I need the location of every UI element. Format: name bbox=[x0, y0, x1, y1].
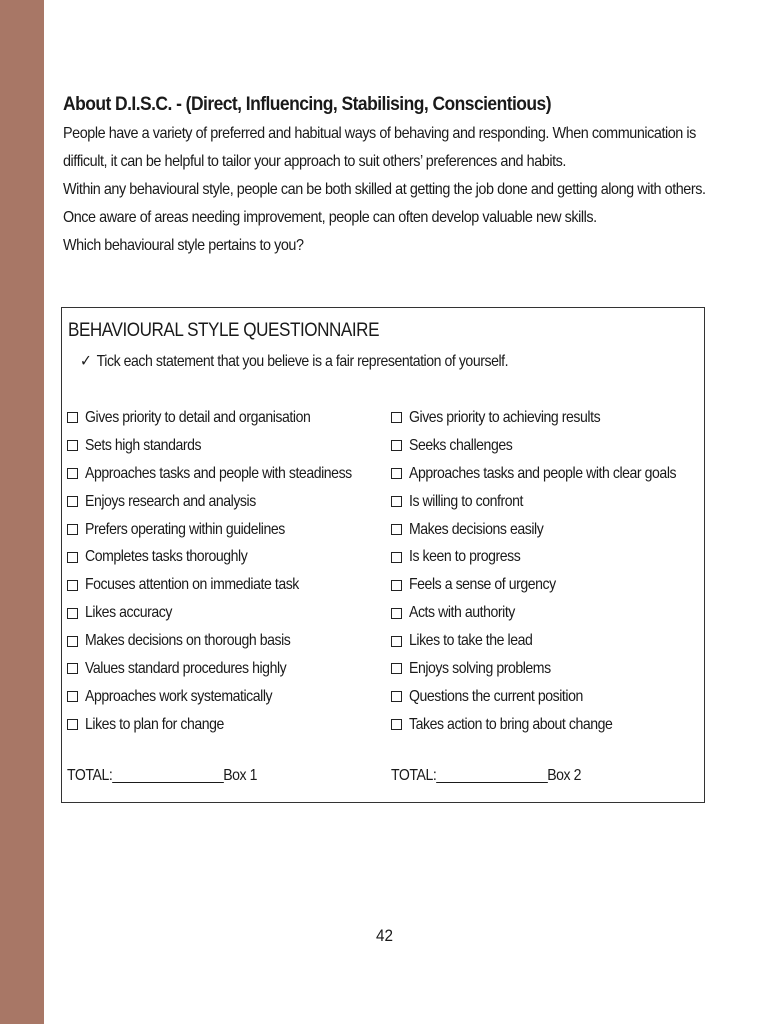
statement-item bbox=[67, 571, 388, 599]
statement-text: Approaches work systematically bbox=[85, 687, 273, 705]
statement-text: Approaches tasks and people with clear goals bbox=[409, 464, 677, 482]
page-number bbox=[0, 926, 768, 946]
checkbox[interactable] bbox=[67, 691, 78, 702]
statement-item bbox=[391, 627, 713, 655]
checkbox[interactable] bbox=[67, 580, 78, 591]
statement-text: Feels a sense of urgency bbox=[409, 576, 556, 594]
statement-text: Enjoys research and analysis bbox=[85, 492, 256, 510]
checkbox[interactable] bbox=[67, 552, 78, 563]
statement-item bbox=[391, 711, 713, 739]
questionnaire-title: BEHAVIOURAL STYLE QUESTIONNAIRE bbox=[68, 320, 380, 341]
statement-item bbox=[67, 711, 388, 739]
statement-text: Prefers operating within guidelines bbox=[85, 520, 285, 538]
statement-item bbox=[67, 683, 388, 711]
statement-item bbox=[391, 432, 713, 460]
checkbox[interactable] bbox=[391, 608, 402, 619]
statement-text: Focuses attention on immediate task bbox=[85, 576, 299, 594]
questionnaire-instruction bbox=[80, 351, 508, 371]
statement-text: Approaches tasks and people with steadiness bbox=[85, 464, 352, 482]
checkbox[interactable] bbox=[67, 719, 78, 730]
statement-item bbox=[67, 432, 388, 460]
checkbox[interactable] bbox=[391, 552, 402, 563]
checkbox[interactable] bbox=[391, 691, 402, 702]
right-statement-column bbox=[391, 404, 713, 739]
checkbox[interactable] bbox=[67, 663, 78, 674]
statement-item bbox=[391, 543, 713, 571]
statement-item bbox=[391, 516, 713, 544]
left-statement-column bbox=[67, 404, 388, 739]
about-paragraph-line: People have a variety of preferred and habitual ways of behaving and responding. When communication is bbox=[63, 125, 696, 142]
statement-text: Gives priority to detail and organisation bbox=[85, 408, 311, 426]
statement-item bbox=[391, 571, 713, 599]
checkbox[interactable] bbox=[67, 524, 78, 535]
checkbox[interactable] bbox=[391, 524, 402, 535]
statement-text: Completes tasks thoroughly bbox=[85, 548, 248, 566]
statement-item bbox=[67, 516, 388, 544]
statement-item bbox=[67, 599, 388, 627]
checkbox[interactable] bbox=[391, 636, 402, 647]
statement-text: Questions the current position bbox=[409, 687, 583, 705]
statement-text: Is keen to progress bbox=[409, 548, 521, 566]
behavioural-style-questionnaire bbox=[61, 307, 705, 803]
statement-text: Enjoys solving problems bbox=[409, 659, 551, 677]
statement-text: Values standard procedures highly bbox=[85, 659, 287, 677]
side-color-band bbox=[0, 0, 44, 1024]
about-paragraph-line: Within any behavioural style, people can be both skilled at getting the job done and getting along with others. bbox=[63, 181, 706, 198]
statement-item bbox=[67, 488, 388, 516]
statement-item bbox=[391, 599, 713, 627]
statement-item bbox=[67, 543, 388, 571]
statement-item bbox=[391, 460, 713, 488]
statement-text: Makes decisions on thorough basis bbox=[85, 632, 291, 650]
statement-item bbox=[391, 655, 713, 683]
checkbox[interactable] bbox=[391, 719, 402, 730]
statement-item bbox=[67, 404, 388, 432]
tick-icon: ✓ bbox=[80, 353, 92, 370]
checkbox[interactable] bbox=[67, 440, 78, 451]
checkbox[interactable] bbox=[391, 440, 402, 451]
statement-item bbox=[391, 404, 713, 432]
statement-text: Likes accuracy bbox=[85, 604, 172, 622]
checkbox[interactable] bbox=[67, 468, 78, 479]
page-number-text: 42 bbox=[375, 926, 393, 945]
statement-text: Acts with authority bbox=[409, 604, 515, 622]
statement-item bbox=[67, 655, 388, 683]
about-disc-section bbox=[63, 94, 723, 260]
statement-text: Takes action to bring about change bbox=[409, 715, 613, 733]
checkbox[interactable] bbox=[391, 496, 402, 507]
instruction-text: Tick each statement that you believe is a fair representation of yourself. bbox=[96, 353, 509, 370]
statement-item bbox=[391, 683, 713, 711]
checkbox[interactable] bbox=[67, 412, 78, 423]
statement-text: Likes to take the lead bbox=[409, 632, 533, 650]
statement-item bbox=[67, 627, 388, 655]
statement-text: Makes decisions easily bbox=[409, 520, 544, 538]
statement-text: Sets high standards bbox=[85, 436, 202, 454]
checkbox[interactable] bbox=[67, 496, 78, 507]
checkbox[interactable] bbox=[391, 580, 402, 591]
checkbox[interactable] bbox=[67, 636, 78, 647]
statement-item bbox=[391, 488, 713, 516]
checkbox[interactable] bbox=[391, 412, 402, 423]
checkbox[interactable] bbox=[67, 608, 78, 619]
about-paragraph-line: difficult, it can be helpful to tailor your approach to suit others’ preferences and habits. bbox=[63, 153, 566, 170]
about-paragraph-line: Which behavioural style pertains to you? bbox=[63, 237, 304, 254]
statement-text: Likes to plan for change bbox=[85, 715, 224, 733]
total-box-2: TOTAL:_______________Box 2 bbox=[391, 767, 582, 784]
checkbox[interactable] bbox=[391, 663, 402, 674]
about-paragraph-line: Once aware of areas needing improvement, people can often develop valuable new skills. bbox=[63, 209, 597, 226]
statement-text: Gives priority to achieving results bbox=[409, 408, 601, 426]
about-title: About D.I.S.C. - (Direct, Influencing, Stabilising, Conscientious) bbox=[63, 94, 551, 115]
total-box-1: TOTAL:_______________Box 1 bbox=[67, 767, 258, 784]
statement-item bbox=[67, 460, 388, 488]
checkbox[interactable] bbox=[391, 468, 402, 479]
statement-text: Is willing to confront bbox=[409, 492, 523, 510]
statement-text: Seeks challenges bbox=[409, 436, 513, 454]
